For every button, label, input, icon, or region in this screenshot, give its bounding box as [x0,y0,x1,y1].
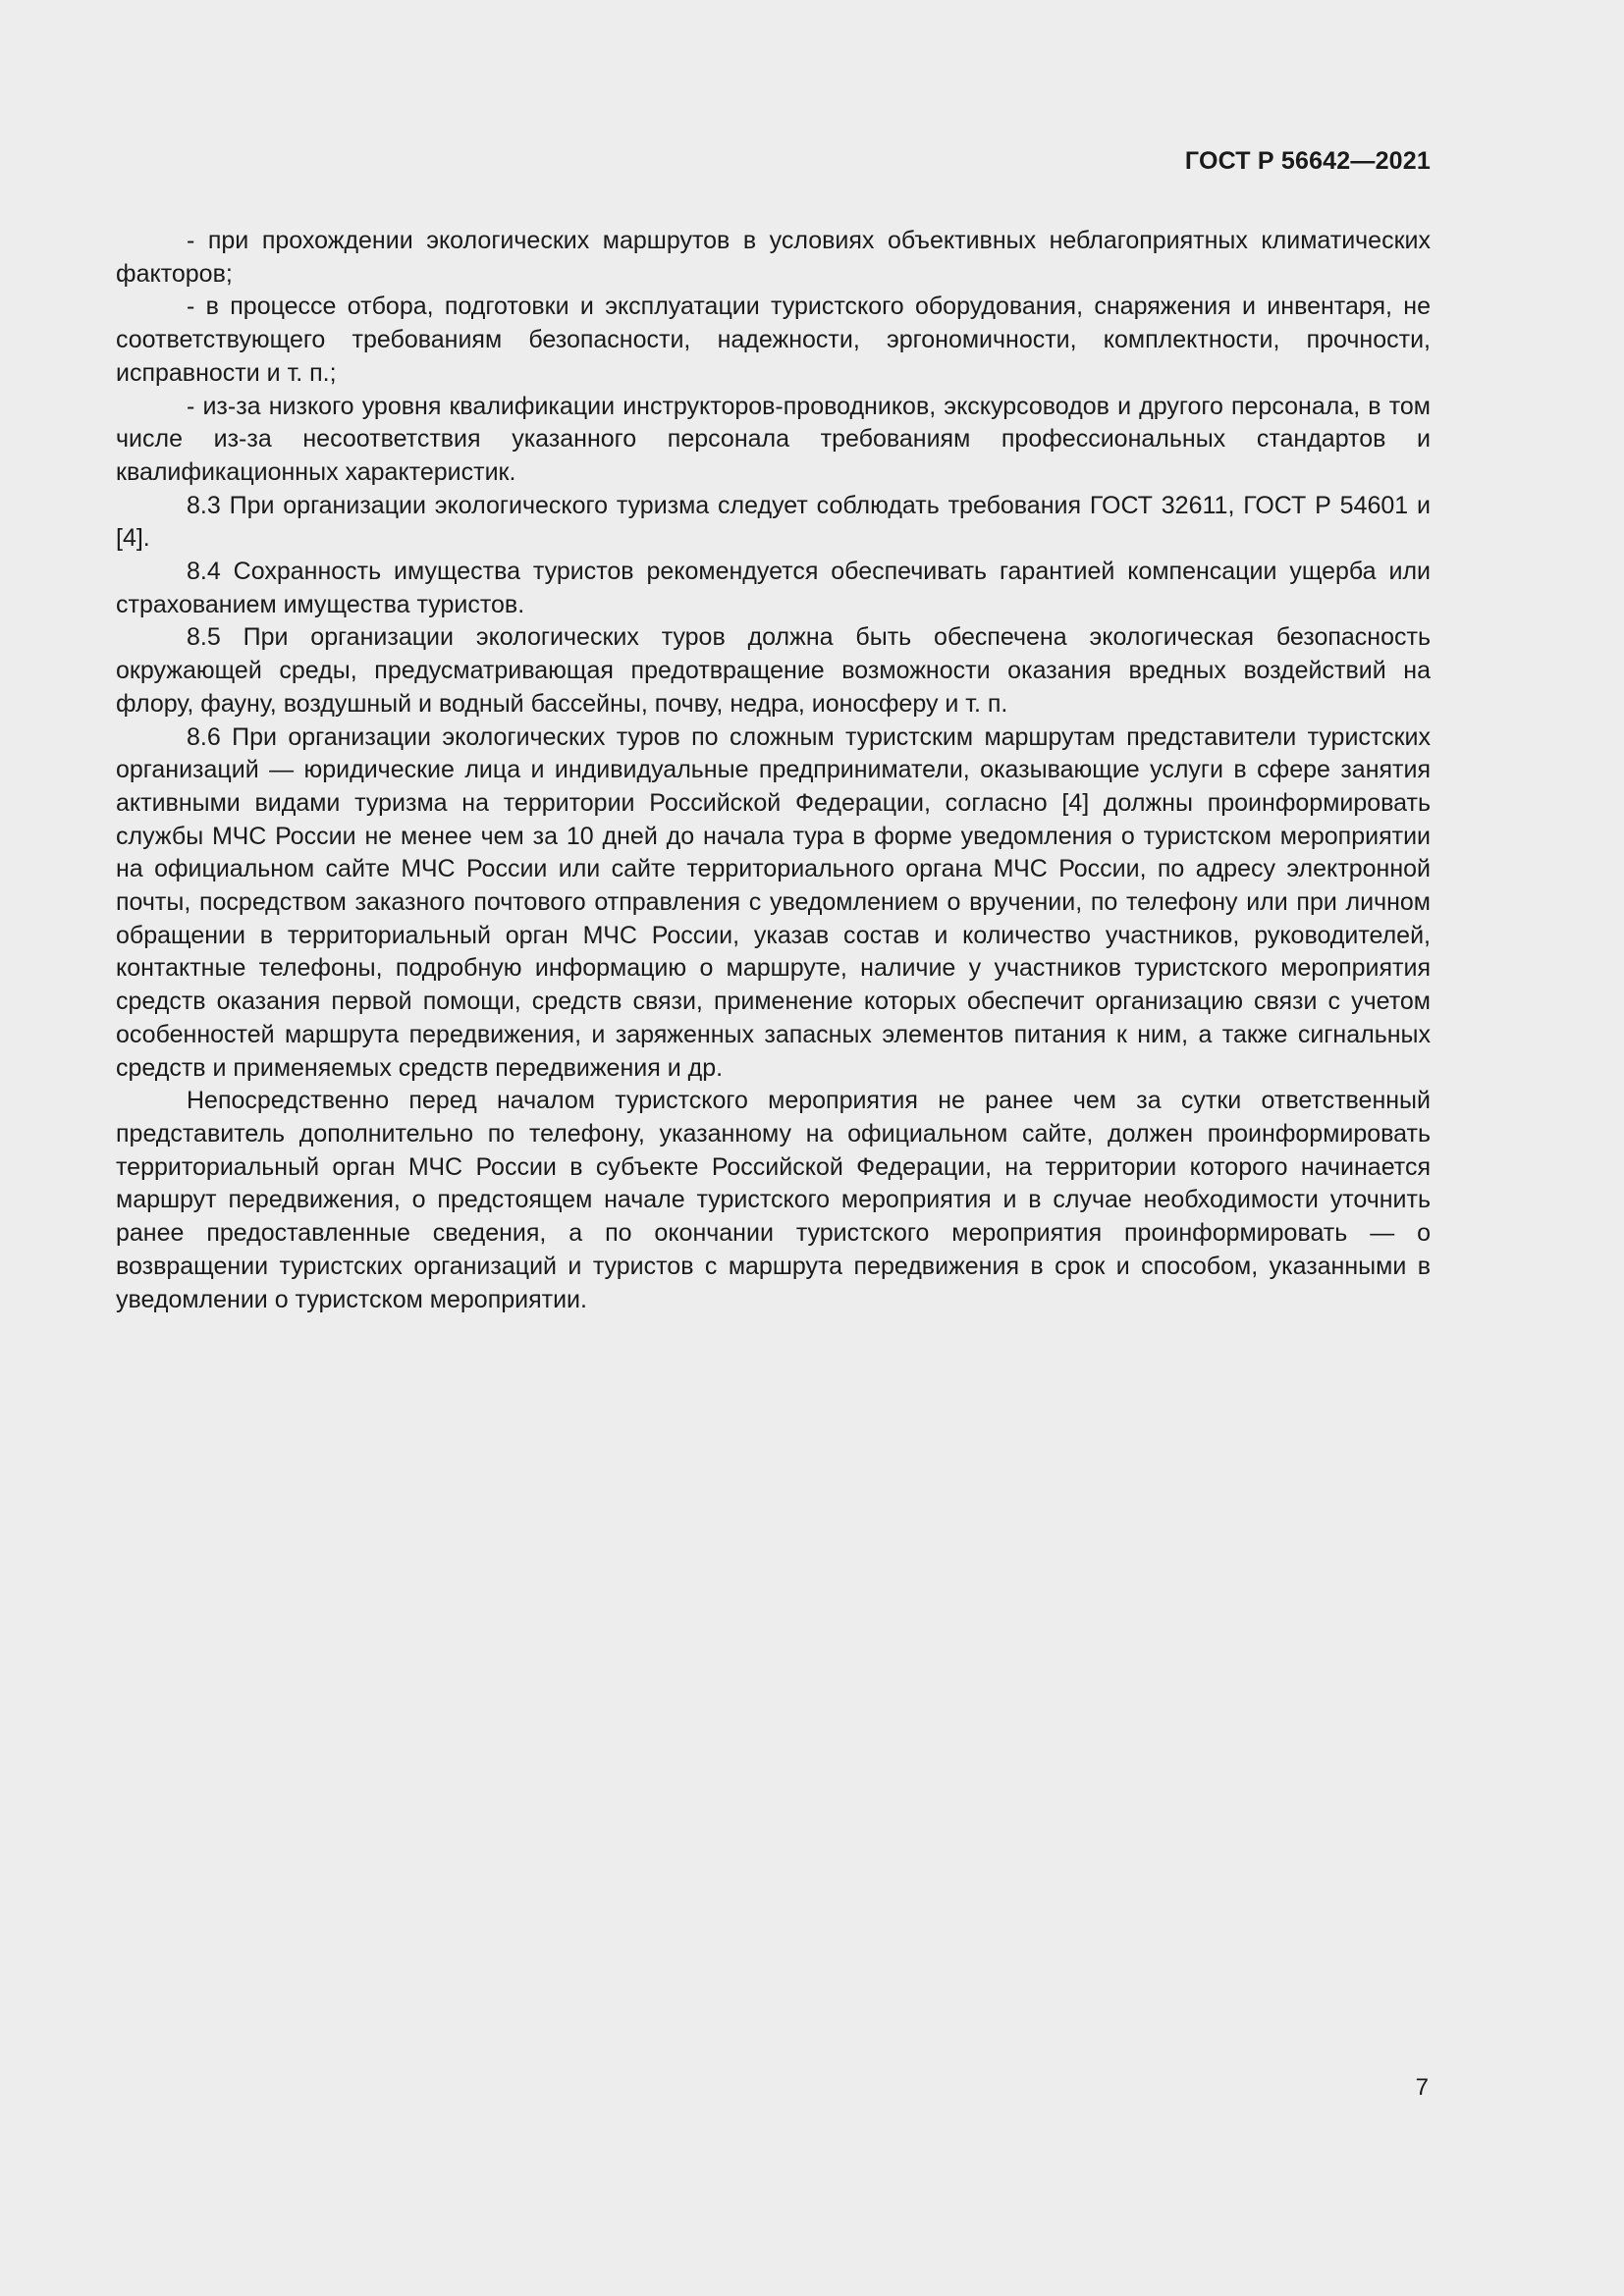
document-body [116,225,1431,1316]
paragraph-bullet-climate: - при прохождении экологических маршрутов в условиях объективных неблагоприятных климатических факторов; [116,227,1431,288]
paragraph-bullet-equipment: - в процессе отбора, подготовки и эксплуатации туристского оборудования, снаряжения и инвентаря, не соответствующего требованиям безопасности, надежности, эргономичности, комплектности, прочности, исправности и т. п.; [116,293,1431,387]
paragraph-pre-event-notice: Непосредственно перед началом туристского мероприятия не ранее чем за сутки ответственный представитель дополнительно по телефону, указанному на официальном сайте, должен проинформировать территориальный орган МЧС России в субъекте Российской Федерации, на территории которого начинается маршрут передвижения, о предстоящем начале туристского мероприятия и в случае необходимости уточнить ранее предоставленные сведения, а по окончании туристского мероприятия проинформировать — о возвращении туристских организаций и туристов с маршрута передвижения в срок и способом, указанными в уведомлении о туристском мероприятии. [116,1087,1431,1313]
paragraph-8-5: 8.5 При организации экологических туров должна быть обеспечена экологическая безопасность окружающей среды, предусматривающая предотвращение возможности оказания вредных воздействий на флору, фауну, воздушный и водный бассейны, почву, недра, ионосферу и т. п. [116,623,1431,718]
page-number: 7 [1415,2074,1429,2101]
document-code-header: ГОСТ Р 56642—2021 [1184,147,1431,175]
paragraph-8-3: 8.3 При организации экологического туризма следует соблюдать требования ГОСТ 32611, ГОСТ Р 54601 и [4]. [116,491,1431,553]
paragraph-8-4: 8.4 Сохранность имущества туристов рекомендуется обеспечивать гарантией компенсации ущерба или страхованием имущества туристов. [116,558,1431,618]
paragraph-bullet-qualification: - из-за низкого уровня квалификации инструкторов-проводников, экскурсоводов и другого персонала, в том числе из-за несоответствия указанного персонала требованиям профессиональных стандартов и квалификационных характеристик. [116,392,1431,486]
paragraph-8-6: 8.6 При организации экологических туров по сложным туристским маршрутам представители туристских организаций — юридические лица и индивидуальные предприниматели, оказывающие услуги в сфере занятия активными видами туризма на территории Российской Федерации, согласно [4] должны проинформировать службы МЧС России не менее чем за 10 дней до начала тура в форме уведомления о туристском мероприятии на официальном сайте МЧС России или сайте территориального органа МЧС России, по адресу электронной почты, посредством заказного почтового отправления с уведомлением о вручении, по телефону или при личном обращении в территориальный орган МЧС России, указав состав и количество участников, руководителей, контактные телефоны, подробную информацию о маршруте, наличие у участников туристского мероприятия средств оказания первой помощи, средств связи, применение которых обеспечит организацию связи с учетом особенностей маршрута передвижения, и заряженных запасных элементов питания к ним, а также сигнальных средств и применяемых средств передвижения и др. [116,722,1431,1082]
